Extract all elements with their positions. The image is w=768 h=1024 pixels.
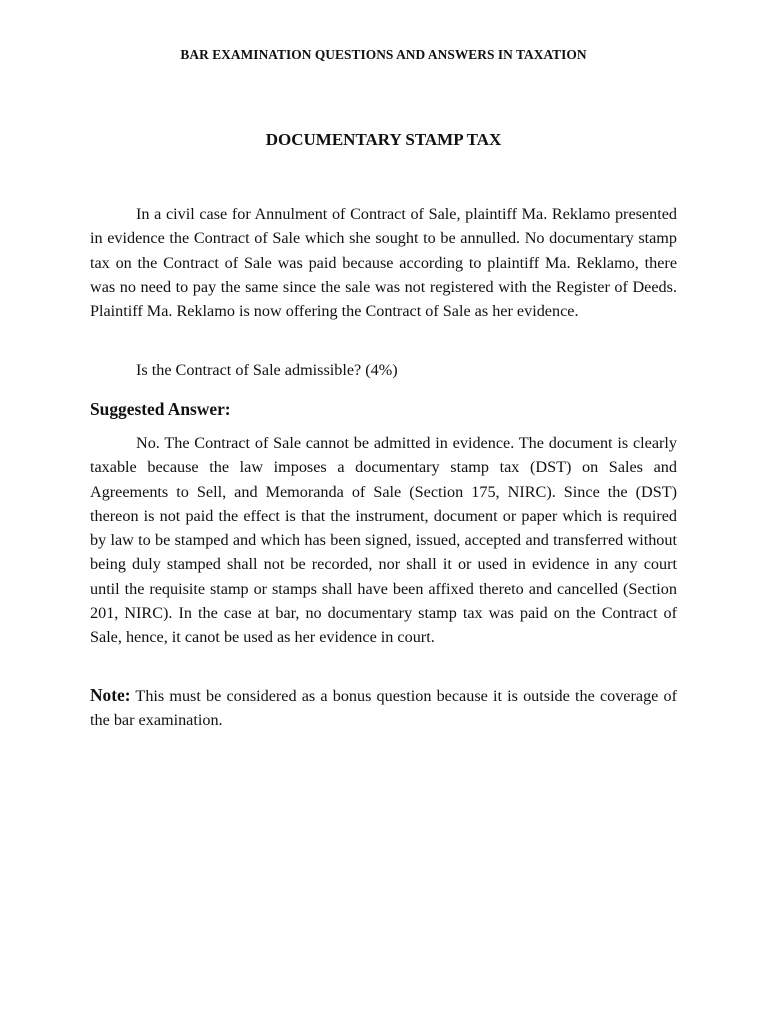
section-title: DOCUMENTARY STAMP TAX	[265, 130, 502, 149]
note-text: This must be considered as a bonus question because it is outside the coverage of the bar examination.	[90, 687, 677, 730]
question-prompt: Is the Contract of Sale admissible? (4%)	[136, 361, 398, 379]
note-label: Note:	[90, 685, 131, 705]
answer-paragraph: No. The Contract of Sale cannot be admitted in evidence. The document is clearly taxable because the law imposes a documentary stamp tax (DST) on Sales and Agreements to Sell, and Memoranda of Sale (Section 175, NIRC). Since the (DST) thereon is not paid the effect is that the instrument, document or paper which is required by law to be stamped and which has been signed, issued, accepted and transferred without being duly stamped shall not be recorded, nor shall it or used in evidence in any court until the requisite stamp or stamps shall have been affixed thereto and cancelled (Section 201, NIRC). In the case at bar, no documentary stamp tax was paid on the Contract of Sale, hence, it canot be used as her evidence in court.	[90, 434, 677, 647]
note-paragraph	[90, 683, 677, 733]
question-facts-paragraph: In a civil case for Annulment of Contract of Sale, plaintiff Ma. Reklamo presented in evidence the Contract of Sale which she sought to be annulled. No documentary stamp tax on the Contract of Sale was paid because according to plaintiff Ma. Reklamo, there was no need to pay the same since the sale was not registered with the Register of Deeds. Plaintiff Ma. Reklamo is now offering the Contract of Sale as her evidence.	[90, 205, 677, 321]
running-header: BAR EXAMINATION QUESTIONS AND ANSWERS IN TAXATION	[180, 47, 587, 62]
suggested-answer-heading: Suggested Answer:	[90, 399, 231, 419]
